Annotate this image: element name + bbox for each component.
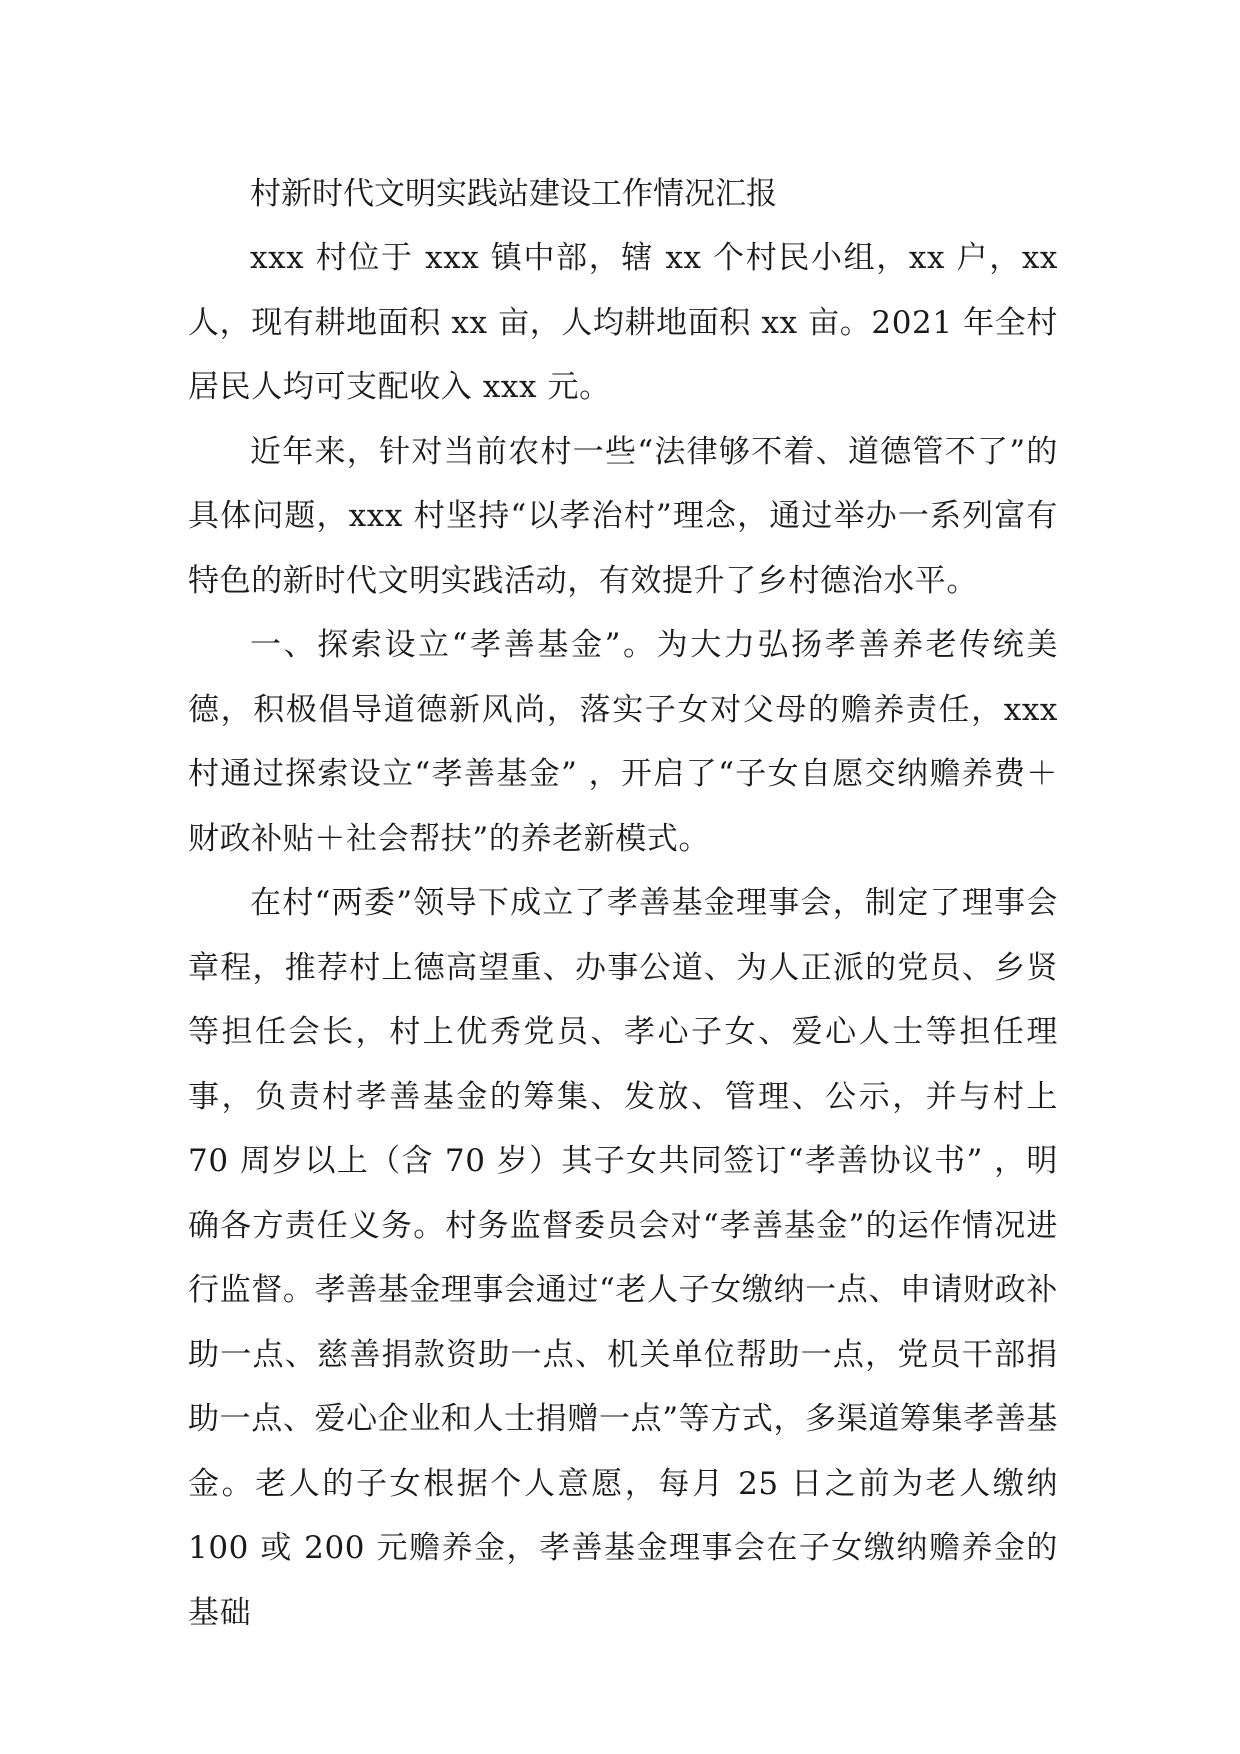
paragraph-background: 近年来，针对当前农村一些“法律够不着、道德管不了”的具体问题，xxx 村坚持“以孝治村”理念，通过举办一系列富有特色的新时代文明实践活动，有效提升了乡村德治水平。 <box>188 433 1058 599</box>
paragraph-section-one: 一、探索设立“孝善基金”。为大力弘扬孝善养老传统美德，积极倡导道德新风尚，落实子女对父母的赡养责任，xxx 村通过探索设立“孝善基金” ，开启了“子女自愿交纳赡养费＋财政补贴＋社会帮扶”的养老新模式。 <box>188 627 1058 857</box>
paragraph-fund-management: 在村“两委”领导下成立了孝善基金理事会，制定了理事会章程，推荐村上德高望重、办事公道、为人正派的党员、乡贤等担任会长，村上优秀党员、孝心子女、爱心人士等担任理事，负责村孝善基金的筹集、发放、管理、公示，并与村上 70 周岁以上（含 70 岁）其子女共同签订“孝善协议书” ，明确各方责任义务。村务监督委员会对“孝善基金”的运作情况进行监督。孝善基金理事会通过“老人子女缴纳一点、申请财政补助一点、慈善捐款资助一点、机关单位帮助一点，党员干部捐助一点、爱心企业和人士捐赠一点”等方式，多渠道筹集孝善基金。老人的子女根据个人意愿，每月 25 日之前为老人缴纳 100 或 200 元赡养金，孝善基金理事会在子女缴纳赡养金的基础 <box>188 885 1058 1631</box>
paragraph-village-overview: xxx 村位于 xxx 镇中部，辖 xx 个村民小组，xx 户，xx 人，现有耕地面积 xx 亩，人均耕地面积 xx 亩。2021 年全村居民人均可支配收入 xxx 元。 <box>188 240 1058 405</box>
document-title: 村新时代文明实践站建设工作情况汇报 <box>250 176 777 212</box>
document-page <box>188 162 1058 1645</box>
